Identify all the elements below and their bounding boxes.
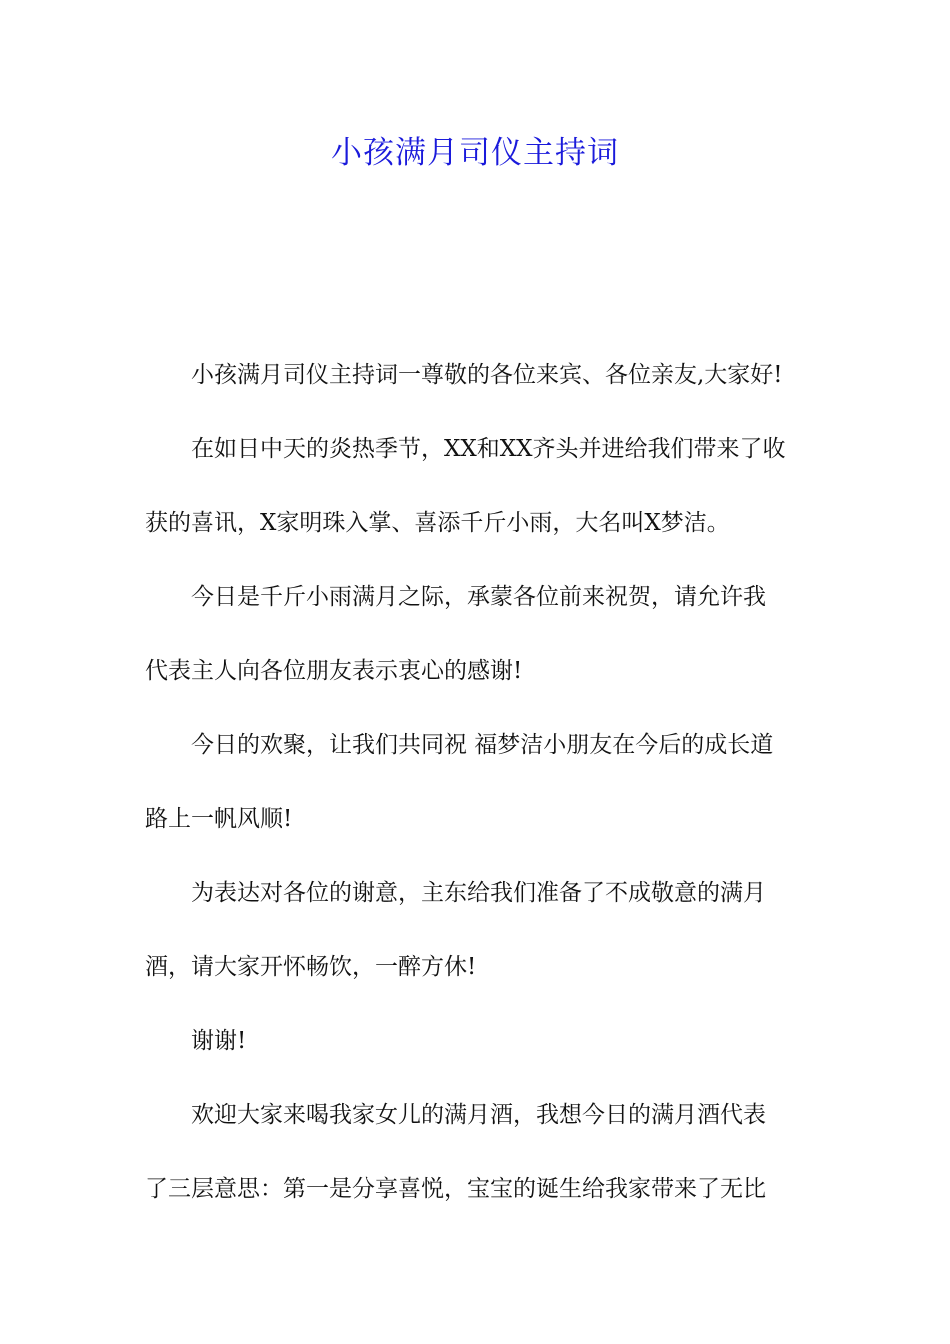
text-line: 今日的欢聚，让我们共同祝 福梦洁小朋友在今后的成长道 [191,732,774,758]
document-title: 小孩满月司仪主持词 [331,135,619,171]
paragraph [145,1004,810,1078]
paragraph [145,560,810,708]
text-line: 了三层意思：第一是分享喜悦，宝宝的诞生给我家带来了无比 [145,1176,766,1202]
text-line: 谢谢! [191,1028,247,1054]
paragraph [145,338,810,412]
paragraph [145,1078,810,1226]
text-line: 代表主人向各位朋友表示衷心的感谢! [145,658,523,684]
paragraph [145,708,810,856]
text-line: 为表达对各位的谢意，主东给我们准备了不成敬意的满月 [191,880,766,906]
document-body [145,338,810,1226]
text-line: 获的喜讯，X家明珠入掌、喜添千斤小雨，大名叫X梦洁。 [145,510,730,536]
paragraph [145,856,810,1004]
text-line: 今日是千斤小雨满月之际，承蒙各位前来祝贺，请允许我 [191,584,766,610]
paragraph [145,412,810,560]
text-line: 路上一帆风顺! [145,806,293,832]
text-line: 在如日中天的炎热季节，XX和XX齐头并进给我们带来了收 [191,436,786,462]
text-line: 小孩满月司仪主持词一尊敬的各位来宾、各位亲友,大家好! [191,362,783,388]
text-line: 欢迎大家来喝我家女儿的满月酒，我想今日的满月酒代表 [191,1102,766,1128]
text-line: 酒，请大家开怀畅饮，一醉方休! [145,954,477,980]
